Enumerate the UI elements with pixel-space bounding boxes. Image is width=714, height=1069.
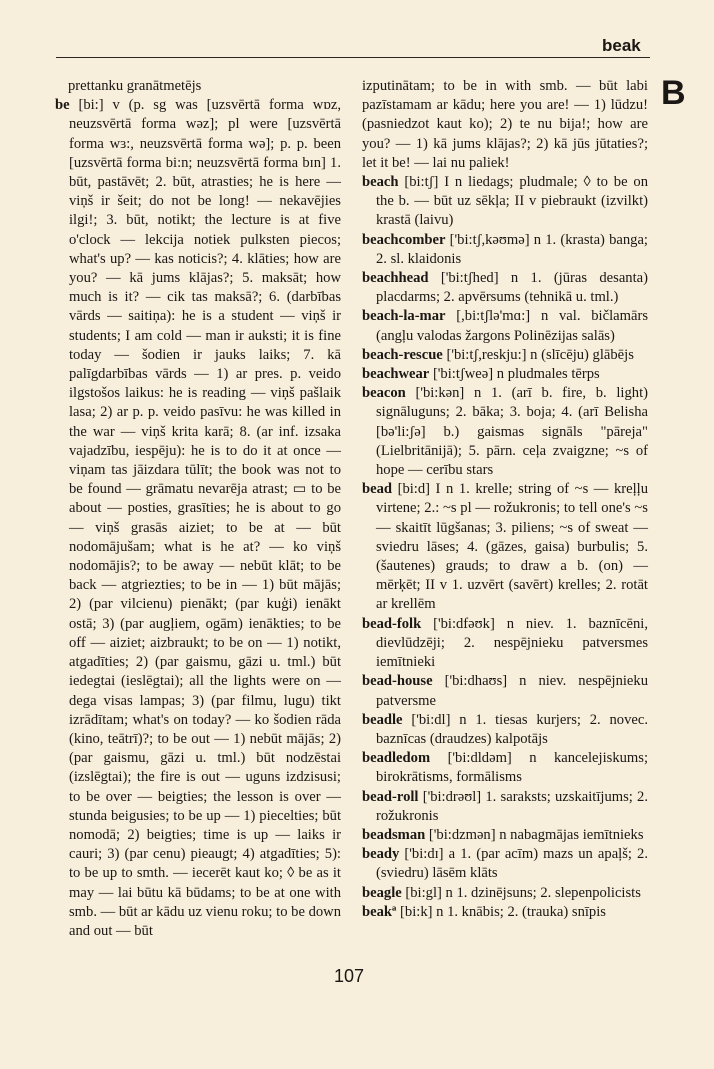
- entry-headword: beadsman: [362, 826, 426, 843]
- dictionary-entry: [55, 96, 341, 941]
- entry-headword: bead-house: [362, 673, 433, 690]
- entry-definition: ['bi:kən] n 1. (arī b. fire, b. light) signāluguns; 2. bāka; 3. boja; 4. (arī Belisha [bə'li:ʃə] b.) gaismas signāls "pāreja" (Lielbritānijā); 5. pārn. ceļa zvaigzne; ~s of hope — cerību stars: [376, 385, 648, 479]
- entry-headword: beachcomber: [362, 231, 446, 248]
- entry-definition: ['bi:dzmən] n nabagmājas iemītnieks: [428, 826, 644, 843]
- dictionary-entry: [362, 231, 648, 269]
- entry-headword: beacon: [362, 385, 406, 402]
- entry-definition: ['bi:tʃ,kəʊmə] n 1. (krasta) banga; 2. sl. klaidonis: [376, 231, 648, 267]
- entry-definition: ['bi:dfəʊk] n niev. 1. baznīcēni, dievlūdzēji; 2. nespējnieku patversmes iemītnieki: [376, 615, 648, 671]
- entry-headword: beachwear: [362, 366, 430, 383]
- left-entries: [55, 96, 341, 941]
- dictionary-entry: [362, 788, 648, 826]
- entry-definition: ['bi:tʃhed] n 1. (jūras desanta) placdarms; 2. apvērsums (tehnikā u. tml.): [376, 270, 648, 306]
- dictionary-entry: [362, 826, 648, 845]
- entry-definition: ['bi:drəʊl] 1. saraksts; uzskaitījums; 2. rožukronis: [376, 788, 648, 824]
- entry-headword: beachhead: [362, 270, 429, 287]
- entry-headword: bead: [362, 481, 393, 498]
- dictionary-entry: [362, 346, 648, 365]
- dictionary-entry: [362, 903, 648, 922]
- dictionary-entry: [362, 845, 648, 883]
- right-lead-text: izputinātam; to be in with smb. — būt labi pazīstamam ar kādu; here you are! — 1) lūdzu! (pasniedzot kaut ko); 2) te nu bija!; how are you? — 1) kā jums klājas?; 2) kā jūs jūtaties?; let it be! — lai nu paliek!: [362, 78, 648, 171]
- left-column: [55, 77, 341, 941]
- right-entries: [362, 173, 648, 922]
- right-column: [362, 77, 648, 922]
- entry-definition: [bi:k] n 1. knābis; 2. (trauka) snīpis: [400, 903, 606, 920]
- entry-headword: beach-la-mar: [362, 308, 446, 325]
- dictionary-entry: [362, 615, 648, 673]
- entry-definition: [bi:] v (p. sg was [uzsvērtā forma wɒz, neuzsvērtā forma wəz]; pl were [uzsvērtā forma wɜ:, neuzsvērtā forma wə]; p. p. been [uzsvērtā forma bi:n; neuzsvērtā forma bɪn] 1. būt, pastāvēt; 2. būt, atrasties; he is here — viņš ir šeit; do not be long! — nekavējies ilgi!; 3. būt, notikt; the lecture is at five o'clock — lekcija notiek pulksten piecos; what's up? — kas noticis?; 4. klāties; how are you? — kā jums klājas?; 5. maksāt; how much is it? — cik tas maksā?; 6. (darbības vārds — saitiņa): he is a student — viņš ir students; I am cold — man ir auksti; it is fine today — šodien ir jauks laiks; 7. kā palīgdarbības vārds — 1) ar pres. p. veido ilgstošos laikus: he is reading — viņš pašlaik lasa; 2) ar p. p. veido pasīvu: he was killed in the war — viņš krita karā; 8. (ar inf. izsaka vajadzību, iespēju): he is to do it at once — viņam tas jāizdara tūlīt; the book was not to be found — grāmatu nevarēja atrast; ▭ to be about — posties, grasīties; he is about to go — viņš grasās aiziet; to be at — būt nodomājušam; what is he at? — ko viņš nodomājis?; to be away — nebūt klāt; to be back — atgriezties; to be in — 1) būt mājās; 2) (par vilcienu) pienākt; (par kuģi) ienākt ostā; 3) (par augļiem, ogām) ienākties; to be off — aiziet; aizbraukt; to be on — 1) notikt, atgadīties; 2) (par gaismu, gāzi u. tml.) būt iedegtai (ieslēgtai); all the lights were on — dega visas lampas; 3) (par filmu, lugu) tikt izrādītam; what's on today? — ko šodien rāda (kino, teātrī)?; to be out — 1) nebūt mājās; 2) (par gaismu, gāzi u. tml.) būt nodzēstai (izslēgtai); the fire is out — uguns izdzisusi; to be over — beigties; the lesson is over — stunda beigusies; to be up — 1) piecelties; būt nomodā; 2) beigties; time is up — laiks ir cauri; 3) (par cenu) pieaugt; 4) atgadīties; 5): to be up to smth. — iecerēt kaut ko; ◊ be as it may — lai būtu kā būdams; to be at one with smb. — būt ar kādu uz vienu roku; to be down and out — būt: [69, 97, 341, 939]
- dictionary-entry: [362, 269, 648, 307]
- entry-headword: beagle: [362, 884, 402, 901]
- dictionary-entry: [362, 307, 648, 345]
- dictionary-entry: [362, 173, 648, 231]
- entry-definition: [bi:gl] n 1. dzinējsuns; 2. slepenpolicists: [405, 884, 641, 901]
- entry-definition: [bi:d] I n 1. krelle; string of ~s — kreļļu virtene; 2.: ~s pl — rožukronis; to tell one's ~s — skaitīt lūgšanas; 3. piliens; ~s of sweat — sviedru lāses; 4. (gāzes, gaisa) burbulis; 5. (šautenes) grauds; to draw a b. (on) — mērķēt; II v 1. uzvērt (savērt) krelles; 2. rotāt ar krellēm: [376, 481, 648, 613]
- entry-definition: ['bi:tʃweə] n pludmales tērps: [432, 366, 600, 383]
- entry-headword: bead-folk: [362, 615, 422, 632]
- dictionary-entry: [362, 384, 648, 480]
- dictionary-entry: [362, 365, 648, 384]
- entry-headword: be: [55, 97, 70, 114]
- dictionary-entry: [362, 480, 648, 614]
- section-letter: B: [661, 74, 686, 112]
- entry-headword: beach-rescue: [362, 346, 443, 363]
- entry-definition: ['bi:dl] n 1. tiesas kurjers; 2. novec. baznīcas (draudzes) kalpotājs: [376, 711, 648, 747]
- header-rule: [56, 57, 650, 58]
- entry-headword: bead-roll: [362, 788, 419, 805]
- dictionary-entry: [362, 884, 648, 903]
- entry-headword: beady: [362, 846, 400, 863]
- entry-definition: ['bi:tʃ,reskju:] n (slīcēju) glābējs: [446, 346, 634, 363]
- entry-headword: beadledom: [362, 750, 431, 767]
- guide-word: beak: [602, 36, 641, 55]
- dictionary-entry: [362, 711, 648, 749]
- entry-definition: ['bi:dldəm] n kancelejiskums; birokrātisms, formālisms: [376, 750, 648, 786]
- page-number: 107: [334, 966, 365, 986]
- dictionary-entry: [362, 749, 648, 787]
- entry-headword: beadle: [362, 711, 403, 728]
- dictionary-entry: [362, 672, 648, 710]
- entry-definition: [bi:tʃ] I n liedags; pludmale; ◊ to be on the b. — būt uz sēkļa; II v piebraukt (izvilkt) krastā (laivu): [376, 174, 648, 229]
- entry-headword: beach: [362, 174, 399, 191]
- lead-line: prettanku granātmetējs: [68, 78, 202, 94]
- entry-headword: beakª: [362, 903, 397, 920]
- entry-definition: [,bi:tʃlə'mɑ:] n val. bičlamārs (angļu valodas žargons Polinēzijas salās): [376, 308, 648, 344]
- entry-definition: ['bi:dhaʊs] n niev. nespējnieku patversme: [376, 673, 648, 709]
- entry-definition: ['bi:dɪ] a 1. (par acīm) mazs un apaļš; 2. (sviedru) lāsēm klāts: [376, 846, 649, 882]
